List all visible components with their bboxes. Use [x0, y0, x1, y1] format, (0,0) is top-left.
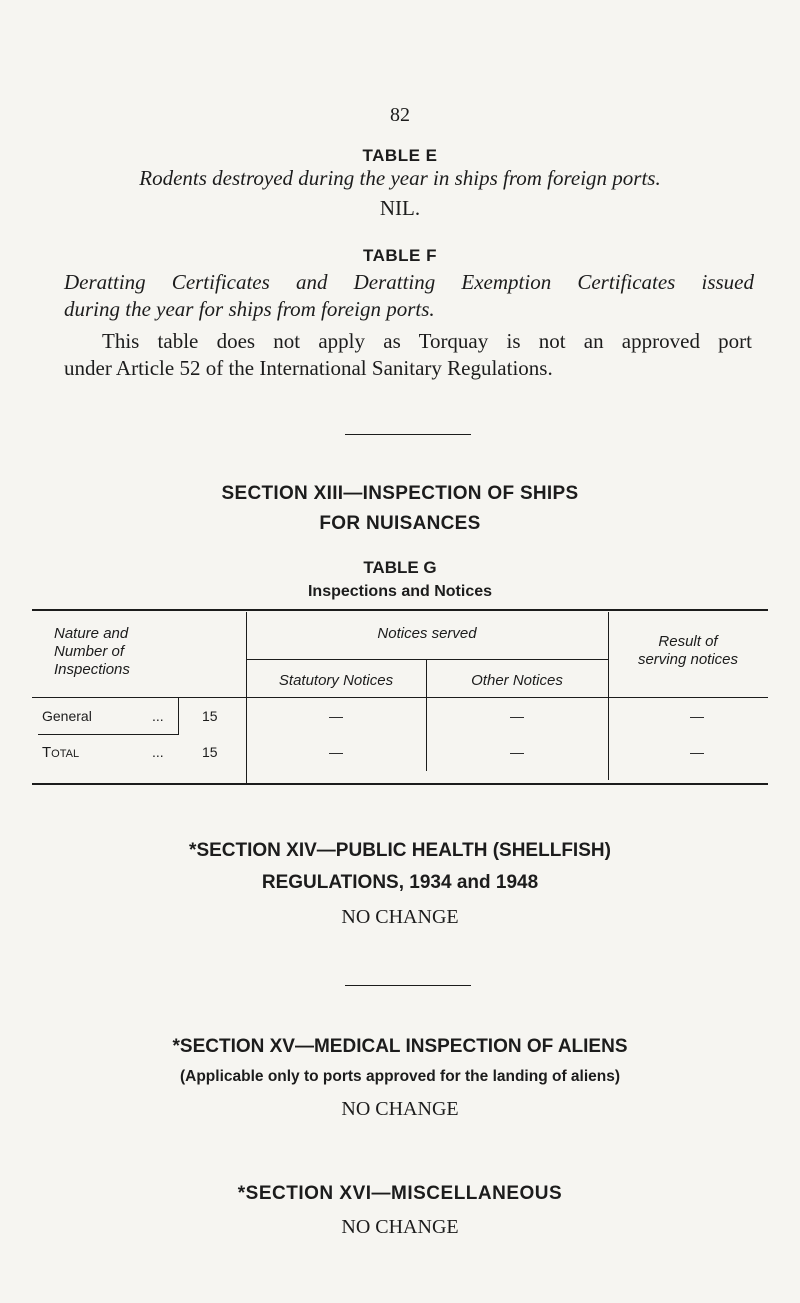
table-e-value: NIL.	[379, 196, 421, 220]
section-xv-subheading: (Applicable only to ports approved for the landing of aliens)	[179, 1068, 621, 1085]
row-dots: ...	[152, 708, 164, 724]
table-e-title: TABLE E	[362, 146, 438, 165]
table-f-caption-line2: during the year for ships from foreign ports.	[64, 297, 435, 321]
row-dots: ...	[152, 744, 164, 760]
header-statutory-notices: Statutory Notices	[278, 672, 394, 689]
section-xvi-heading: *SECTION XVI—MISCELLANEOUS	[237, 1183, 563, 1204]
section-xiii-heading-line1: SECTION XIII—INSPECTION OF SHIPS	[221, 483, 579, 504]
row-result: —	[690, 744, 704, 760]
header-nature-line1: Nature and	[54, 625, 129, 642]
header-nature-line3: Inspections	[54, 661, 130, 678]
row-number: 15	[202, 708, 218, 724]
header-notices-served: Notices served	[377, 625, 477, 642]
row-label: Total	[42, 744, 80, 761]
section-xv-heading: *SECTION XV—MEDICAL INSPECTION OF ALIENS	[172, 1036, 628, 1057]
section-xiii-heading-line2: FOR NUISANCES	[319, 513, 481, 534]
header-other-notices: Other Notices	[471, 672, 563, 689]
section-xiv-status: NO CHANGE	[341, 906, 459, 928]
section-xiv-heading-line2: REGULATIONS, 1934 and 1948	[261, 872, 539, 893]
table-f-caption-line1: Deratting Certificates and Deratting Exemption Certificates issued	[64, 270, 754, 294]
section-xv-status: NO CHANGE	[341, 1098, 459, 1120]
table-g-subtitle: Inspections and Notices	[307, 583, 493, 600]
row-statutory: —	[329, 744, 343, 760]
row-number: 15	[202, 744, 218, 760]
header-result-line2: serving notices	[637, 651, 739, 668]
row-other: —	[510, 744, 524, 760]
table-f-title: TABLE F	[362, 246, 437, 265]
row-other: —	[510, 708, 524, 724]
section-xiv-heading-line1: *SECTION XIV—PUBLIC HEALTH (SHELLFISH)	[189, 840, 611, 861]
header-result-line1: Result of	[658, 633, 718, 650]
table-e-caption: Rodents destroyed during the year in ships from foreign ports.	[139, 166, 661, 190]
section-divider	[345, 434, 471, 435]
table-f-body-line1: This table does not apply as Torquay is not an approved port	[102, 329, 752, 353]
table-f-body-line2: under Article 52 of the International Sanitary Regulations.	[64, 356, 553, 380]
table-g-title: TABLE G	[363, 558, 437, 577]
section-xvi-status: NO CHANGE	[341, 1216, 459, 1238]
row-result: —	[690, 708, 704, 724]
row-label: General	[42, 708, 92, 724]
header-nature-line2: Number of	[54, 643, 125, 660]
section-divider	[345, 985, 471, 986]
row-statutory: —	[329, 708, 343, 724]
page-number: 82	[390, 104, 410, 126]
